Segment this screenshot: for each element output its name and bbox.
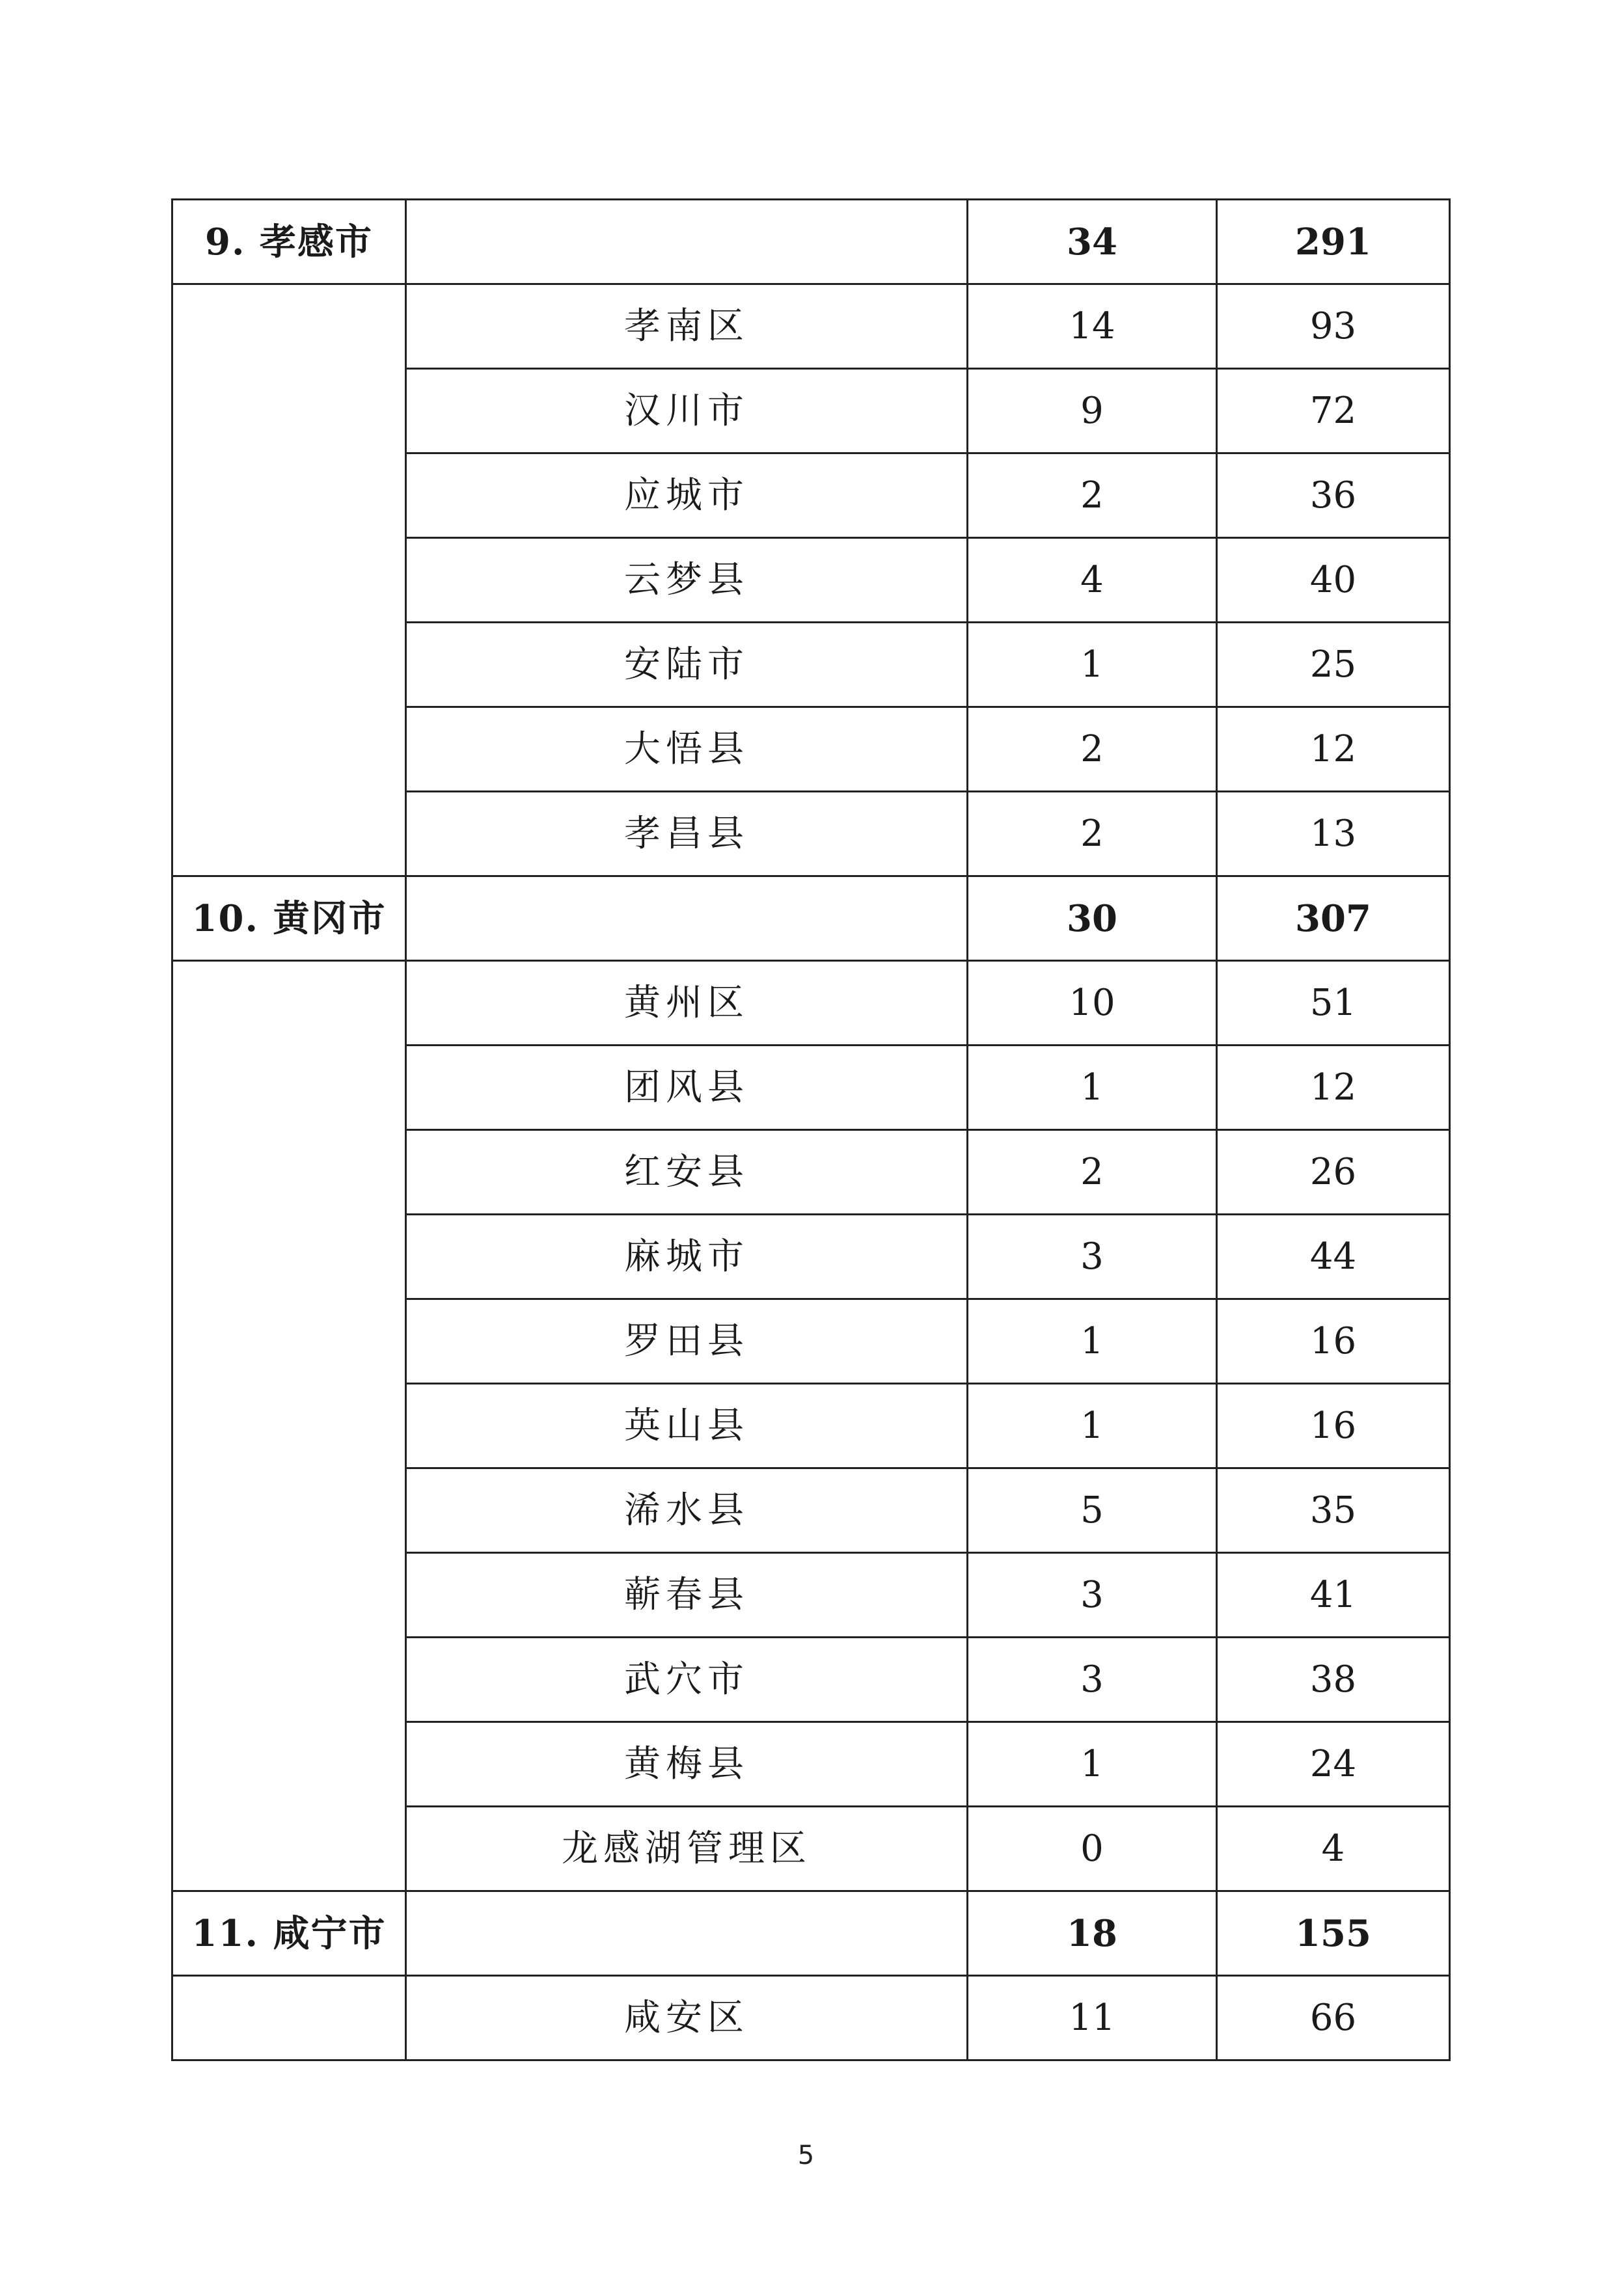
county-name: 罗田县 xyxy=(406,1299,968,1384)
page-number: 5 xyxy=(797,2141,815,2170)
empty-group-cell xyxy=(172,284,406,876)
county-count: 10 xyxy=(968,961,1217,1046)
county-name: 英山县 xyxy=(406,1384,968,1468)
county-total: 93 xyxy=(1217,284,1450,369)
county-name: 孝南区 xyxy=(406,284,968,369)
district-statistics-table xyxy=(171,198,1451,2061)
county-total: 51 xyxy=(1217,961,1450,1046)
county-count: 14 xyxy=(968,284,1217,369)
city-name: 9. 孝感市 xyxy=(172,200,406,284)
county-count: 3 xyxy=(968,1215,1217,1299)
county-total: 41 xyxy=(1217,1553,1450,1638)
county-total: 66 xyxy=(1217,1976,1450,2060)
county-name: 安陆市 xyxy=(406,623,968,707)
county-name: 红安县 xyxy=(406,1130,968,1215)
empty-cell xyxy=(406,1891,968,1976)
county-name: 云梦县 xyxy=(406,538,968,623)
county-total: 16 xyxy=(1217,1299,1450,1384)
county-name: 应城市 xyxy=(406,453,968,538)
county-count: 0 xyxy=(968,1807,1217,1891)
county-total: 35 xyxy=(1217,1468,1450,1553)
county-total: 25 xyxy=(1217,623,1450,707)
city-row xyxy=(172,200,1450,284)
county-name: 孝昌县 xyxy=(406,792,968,876)
county-count: 1 xyxy=(968,1384,1217,1468)
county-name: 龙感湖管理区 xyxy=(406,1807,968,1891)
county-name: 咸安区 xyxy=(406,1976,968,2060)
county-count: 2 xyxy=(968,1130,1217,1215)
county-total: 13 xyxy=(1217,792,1450,876)
county-count: 1 xyxy=(968,1722,1217,1807)
city-row xyxy=(172,1891,1450,1976)
city-name: 11. 咸宁市 xyxy=(172,1891,406,1976)
county-total: 38 xyxy=(1217,1638,1450,1722)
city-total: 155 xyxy=(1217,1891,1450,1976)
county-count: 3 xyxy=(968,1638,1217,1722)
county-count: 2 xyxy=(968,707,1217,792)
city-name: 10. 黄冈市 xyxy=(172,876,406,961)
county-name: 浠水县 xyxy=(406,1468,968,1553)
county-count: 9 xyxy=(968,369,1217,453)
county-total: 4 xyxy=(1217,1807,1450,1891)
county-total: 72 xyxy=(1217,369,1450,453)
city-count: 34 xyxy=(968,200,1217,284)
county-name: 汉川市 xyxy=(406,369,968,453)
county-count: 5 xyxy=(968,1468,1217,1553)
table-row xyxy=(172,961,1450,1046)
county-count: 3 xyxy=(968,1553,1217,1638)
county-name: 黄州区 xyxy=(406,961,968,1046)
city-count: 18 xyxy=(968,1891,1217,1976)
county-count: 11 xyxy=(968,1976,1217,2060)
county-total: 26 xyxy=(1217,1130,1450,1215)
city-total: 291 xyxy=(1217,200,1450,284)
county-count: 2 xyxy=(968,792,1217,876)
table-row xyxy=(172,284,1450,369)
county-total: 40 xyxy=(1217,538,1450,623)
empty-group-cell xyxy=(172,961,406,1891)
county-total: 24 xyxy=(1217,1722,1450,1807)
city-row xyxy=(172,876,1450,961)
city-total: 307 xyxy=(1217,876,1450,961)
city-count: 30 xyxy=(968,876,1217,961)
county-name: 团风县 xyxy=(406,1046,968,1130)
county-count: 1 xyxy=(968,1299,1217,1384)
empty-cell xyxy=(406,200,968,284)
county-name: 黄梅县 xyxy=(406,1722,968,1807)
county-name: 大悟县 xyxy=(406,707,968,792)
county-total: 36 xyxy=(1217,453,1450,538)
county-name: 蕲春县 xyxy=(406,1553,968,1638)
county-count: 4 xyxy=(968,538,1217,623)
table-row xyxy=(172,1976,1450,2060)
county-count: 1 xyxy=(968,623,1217,707)
county-total: 44 xyxy=(1217,1215,1450,1299)
county-total: 12 xyxy=(1217,1046,1450,1130)
county-name: 武穴市 xyxy=(406,1638,968,1722)
empty-group-cell xyxy=(172,1976,406,2060)
empty-cell xyxy=(406,876,968,961)
county-name: 麻城市 xyxy=(406,1215,968,1299)
county-total: 12 xyxy=(1217,707,1450,792)
county-count: 1 xyxy=(968,1046,1217,1130)
county-total: 16 xyxy=(1217,1384,1450,1468)
county-count: 2 xyxy=(968,453,1217,538)
